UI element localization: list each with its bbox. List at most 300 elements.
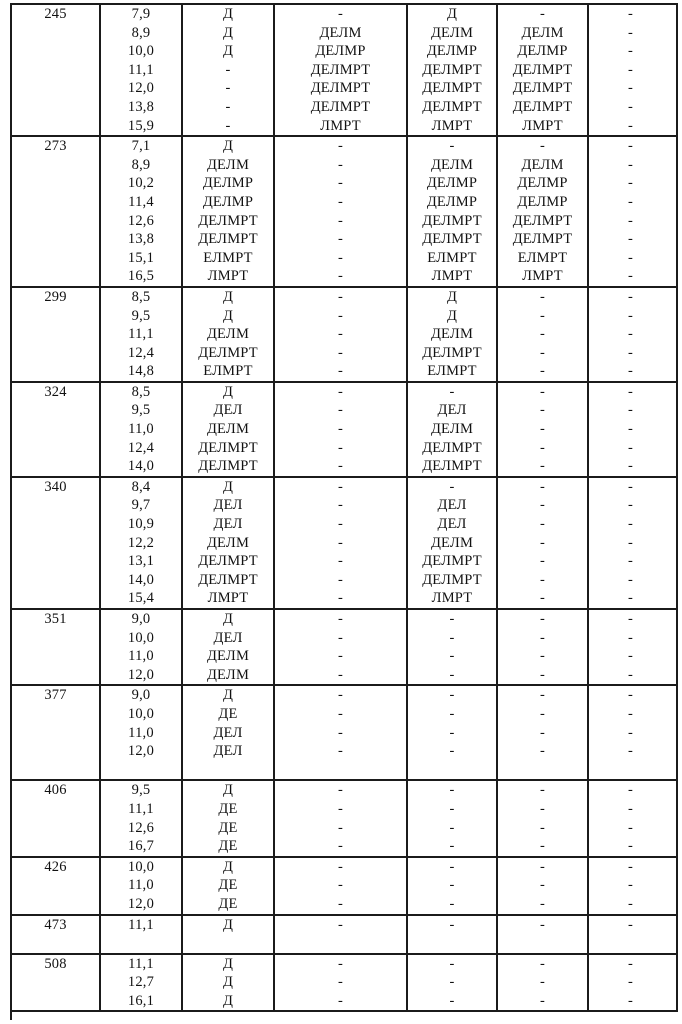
table-cell: - <box>627 383 634 400</box>
table-cell: - <box>498 137 589 156</box>
group-size-cell <box>12 117 101 136</box>
table-cell: - <box>498 496 589 515</box>
table-cell: - <box>275 589 408 608</box>
table-cell: - <box>275 895 408 914</box>
group-size-cell: 473 <box>12 916 101 935</box>
group-size-cell: 273 <box>12 137 101 156</box>
table-cell: - <box>275 647 408 666</box>
group-size-cell <box>12 420 101 439</box>
table-cell: - <box>627 974 634 991</box>
group-size-cell <box>12 571 101 590</box>
table-cell: ЛМРТ <box>408 267 498 286</box>
table-cell: 8,9 <box>101 24 183 43</box>
table-cell: 11,1 <box>101 61 183 80</box>
table-cell: ДЕЛМРТ <box>408 230 498 249</box>
table-cell: - <box>627 61 634 78</box>
table-cell: ДЕЛМ <box>408 325 498 344</box>
group-size-cell <box>12 666 101 685</box>
table-cell: - <box>627 992 634 1009</box>
table-cell: - <box>275 666 408 685</box>
table-cell: ДЕЛМ <box>183 666 275 685</box>
group-size-cell <box>12 249 101 268</box>
table-cell: - <box>498 992 589 1011</box>
table-cell: - <box>627 838 634 855</box>
table-cell: ДЕЛМРТ <box>183 439 275 458</box>
table-cell: - <box>498 439 589 458</box>
group-size-cell <box>12 439 101 458</box>
group-size-cell <box>12 230 101 249</box>
table-cell: - <box>498 478 589 497</box>
table-cell: - <box>275 916 408 935</box>
table-cell: - <box>408 876 498 895</box>
table-cell: 13,8 <box>101 98 183 117</box>
table-cell: - <box>498 705 589 724</box>
group-size-cell: 508 <box>12 955 101 974</box>
table-cell: ДЕЛМРТ <box>275 79 408 98</box>
table-cell: - <box>408 666 498 685</box>
table-cell: - <box>498 666 589 685</box>
table-cell: Д <box>183 992 275 1011</box>
table-cell: 16,1 <box>101 992 183 1011</box>
group-size-cell <box>12 800 101 819</box>
table-cell: - <box>627 249 634 266</box>
table-cell: - <box>275 496 408 515</box>
table-cell: ДЕЛМРТ <box>408 61 498 80</box>
group-size-cell <box>12 934 101 953</box>
table-cell: - <box>408 819 498 838</box>
table-cell: - <box>408 916 498 935</box>
table-cell: - <box>275 992 408 1011</box>
table-cell: - <box>498 5 589 24</box>
table-cell: ДЕЛМРТ <box>183 571 275 590</box>
table-cell: - <box>275 362 408 381</box>
table-cell: - <box>275 193 408 212</box>
table-cell: - <box>275 610 408 629</box>
table-cell: - <box>275 819 408 838</box>
table-cell: ДЕЛМР <box>498 174 589 193</box>
table-cell: 15,9 <box>101 117 183 136</box>
table-cell: - <box>275 478 408 497</box>
table-cell: ДЕЛ <box>183 515 275 534</box>
table-cell: ДЕЛМ <box>275 24 408 43</box>
table-cell: - <box>627 24 634 41</box>
table-cell: - <box>275 742 408 761</box>
table-cell: - <box>498 344 589 363</box>
table-cell: - <box>275 571 408 590</box>
table-cell: 10,0 <box>101 858 183 877</box>
table-cell: - <box>627 819 634 836</box>
group-size-cell: 426 <box>12 858 101 877</box>
table-cell: 10,9 <box>101 515 183 534</box>
group-size-cell <box>12 992 101 1011</box>
table-cell: - <box>627 648 634 665</box>
table-cell: 9,5 <box>101 781 183 800</box>
group-size-cell <box>12 156 101 175</box>
table-cell: ДЕ <box>183 800 275 819</box>
table-cell: ДЕЛМРТ <box>275 61 408 80</box>
table-cell <box>275 934 408 953</box>
table-cell: - <box>498 955 589 974</box>
table-cell <box>101 761 183 780</box>
table-cell: ДЕЛМ <box>498 156 589 175</box>
table-cell: Д <box>183 858 275 877</box>
group-size-cell: 377 <box>12 686 101 705</box>
table-cell: - <box>498 876 589 895</box>
table-cell: Д <box>408 307 498 326</box>
table-cell: ДЕЛМРТ <box>183 552 275 571</box>
table-cell <box>408 934 498 953</box>
table-cell: 9,0 <box>101 686 183 705</box>
table-cell: - <box>627 156 634 173</box>
table-cell: ДЕЛМРТ <box>183 344 275 363</box>
table-cell: 13,1 <box>101 552 183 571</box>
group-size-cell: 351 <box>12 610 101 629</box>
table-cell: - <box>498 401 589 420</box>
table-cell: ДЕЛ <box>183 742 275 761</box>
table-cell: - <box>183 79 275 98</box>
table-cell: 11,0 <box>101 724 183 743</box>
table-cell: - <box>627 895 634 912</box>
table-cell: ДЕЛ <box>183 629 275 648</box>
table-cell: 12,0 <box>101 895 183 914</box>
table-cell: - <box>408 800 498 819</box>
group-size-cell <box>12 973 101 992</box>
table-group <box>10 383 678 478</box>
table-cell: 15,4 <box>101 589 183 608</box>
table-cell: - <box>498 858 589 877</box>
group-size-cell <box>12 647 101 666</box>
table-cell: 8,5 <box>101 288 183 307</box>
table-cell: - <box>275 457 408 476</box>
table-cell: - <box>627 611 634 627</box>
group-size-cell: 299 <box>12 288 101 307</box>
table-cell: - <box>627 743 634 760</box>
table-cell: - <box>408 629 498 648</box>
table-cell: ЕЛМРТ <box>498 249 589 268</box>
table-cell: - <box>498 515 589 534</box>
table-cell: 11,0 <box>101 420 183 439</box>
table-cell: - <box>408 858 498 877</box>
table-cell: 10,0 <box>101 705 183 724</box>
table-cell: - <box>408 137 498 156</box>
table-cell: 12,0 <box>101 666 183 685</box>
table-cell: - <box>275 534 408 553</box>
table-cell: Д <box>183 307 275 326</box>
table-group <box>10 916 678 955</box>
table-cell: 16,7 <box>101 837 183 856</box>
table-cell: 12,4 <box>101 344 183 363</box>
table-cell: - <box>275 705 408 724</box>
group-size-cell <box>12 174 101 193</box>
table-partial-bottom-row <box>10 1012 678 1020</box>
table-group <box>10 781 678 857</box>
table-cell: - <box>627 553 634 570</box>
table-cell: - <box>498 647 589 666</box>
table-cell: 14,0 <box>101 571 183 590</box>
table-cell: ЕЛМРТ <box>183 249 275 268</box>
table-cell: - <box>627 877 634 894</box>
table-cell: - <box>408 478 498 497</box>
table-cell: - <box>498 288 589 307</box>
table-cell: ДЕЛМ <box>183 647 275 666</box>
table-cell: - <box>275 686 408 705</box>
group-size-cell <box>12 534 101 553</box>
table-cell: - <box>183 61 275 80</box>
table-cell: Д <box>408 5 498 24</box>
table-cell: 14,0 <box>101 457 183 476</box>
table-cell: - <box>275 876 408 895</box>
group-size-cell <box>12 344 101 363</box>
table-cell: - <box>627 955 634 972</box>
table-cell: ЛМРТ <box>183 267 275 286</box>
table-cell: 12,4 <box>101 439 183 458</box>
table-cell: - <box>498 325 589 344</box>
table-cell: 10,0 <box>101 629 183 648</box>
group-size-cell <box>12 629 101 648</box>
table-cell: - <box>275 401 408 420</box>
table-cell: 12,2 <box>101 534 183 553</box>
table-cell: - <box>275 858 408 877</box>
table-cell: - <box>627 344 634 361</box>
table-cell: ДЕЛМРТ <box>498 98 589 117</box>
table-cell <box>589 761 672 780</box>
table-group <box>10 610 678 686</box>
table-cell: - <box>408 610 498 629</box>
table-cell: ДЕ <box>183 819 275 838</box>
table-cell: - <box>627 363 634 380</box>
table-cell: - <box>627 571 634 588</box>
table-cell: 14,8 <box>101 362 183 381</box>
table-cell: - <box>275 325 408 344</box>
table-cell: - <box>275 230 408 249</box>
group-size-cell: 406 <box>12 781 101 800</box>
table-cell: 12,6 <box>101 212 183 231</box>
group-size-cell <box>12 61 101 80</box>
table-cell: ДЕЛМР <box>498 193 589 212</box>
table-cell: 7,9 <box>101 5 183 24</box>
table-cell <box>498 761 589 780</box>
group-size-cell <box>12 362 101 381</box>
group-size-cell: 245 <box>12 5 101 24</box>
table-cell: 12,0 <box>101 742 183 761</box>
table-cell: - <box>498 686 589 705</box>
table-cell: ДЕЛМ <box>408 156 498 175</box>
table-cell: ЛМРТ <box>498 117 589 136</box>
table-cell: - <box>627 175 634 192</box>
table-cell: ЕЛМРТ <box>183 362 275 381</box>
table-group <box>10 686 678 781</box>
table-cell: - <box>498 742 589 761</box>
group-size-cell <box>12 819 101 838</box>
table-cell: ДЕЛ <box>408 515 498 534</box>
table-cell: - <box>498 629 589 648</box>
table-cell: Д <box>183 5 275 24</box>
table-cell: - <box>627 80 634 97</box>
table-cell: 10,2 <box>101 174 183 193</box>
table-cell: - <box>627 117 634 134</box>
table-cell: - <box>498 534 589 553</box>
table-cell: - <box>498 589 589 608</box>
table-cell: ДЕЛМРТ <box>408 457 498 476</box>
table-cell: - <box>627 666 634 683</box>
group-size-cell <box>12 705 101 724</box>
table-cell: - <box>627 268 634 285</box>
table-cell: - <box>408 705 498 724</box>
table-cell: 8,5 <box>101 383 183 402</box>
group-size-cell <box>12 761 101 780</box>
group-size-cell <box>12 193 101 212</box>
table-cell <box>183 761 275 780</box>
table-cell: ДЕ <box>183 837 275 856</box>
table <box>10 3 678 1020</box>
group-size-cell <box>12 457 101 476</box>
table-cell: - <box>627 724 634 741</box>
table-cell: - <box>275 973 408 992</box>
table-cell: - <box>627 800 634 817</box>
table-cell <box>589 934 672 953</box>
table-cell: 9,5 <box>101 307 183 326</box>
table-cell: - <box>275 800 408 819</box>
table-cell: - <box>627 212 634 229</box>
table-cell: ДЕЛМРТ <box>408 571 498 590</box>
group-size-cell <box>12 79 101 98</box>
table-cell: ДЕ <box>183 876 275 895</box>
table-cell: - <box>498 895 589 914</box>
table-cell: ДЕЛ <box>408 401 498 420</box>
table-cell: - <box>275 5 408 24</box>
table-cell: - <box>275 383 408 402</box>
group-size-cell: 340 <box>12 478 101 497</box>
table-cell: 11,1 <box>101 800 183 819</box>
table-cell: 11,1 <box>101 916 183 935</box>
table-cell: - <box>498 916 589 935</box>
table-cell: ДЕЛМ <box>408 24 498 43</box>
table-cell: - <box>498 420 589 439</box>
table-cell: ДЕЛМ <box>183 534 275 553</box>
table-cell: Д <box>183 24 275 43</box>
table-cell: Д <box>183 610 275 629</box>
table-cell: ДЕЛМР <box>498 42 589 61</box>
table-cell: - <box>183 117 275 136</box>
table-cell: 13,8 <box>101 230 183 249</box>
table-cell: - <box>627 458 634 475</box>
table-cell <box>101 934 183 953</box>
table-cell: - <box>408 781 498 800</box>
table-cell: ЛМРТ <box>408 117 498 136</box>
table-cell: - <box>275 288 408 307</box>
table-cell: Д <box>408 288 498 307</box>
table-cell: - <box>627 534 634 551</box>
table-cell: - <box>408 973 498 992</box>
table-cell: - <box>627 6 634 22</box>
table-cell: 9,0 <box>101 610 183 629</box>
table-group <box>10 955 678 1013</box>
table-cell: Д <box>183 916 275 935</box>
table-cell: ЛМРТ <box>498 267 589 286</box>
table-cell: - <box>498 724 589 743</box>
group-size-cell <box>12 724 101 743</box>
group-size-cell <box>12 325 101 344</box>
group-size-cell <box>12 589 101 608</box>
table-cell <box>498 934 589 953</box>
group-size-cell <box>12 42 101 61</box>
table-cell: - <box>498 837 589 856</box>
table-cell: ДЕЛМ <box>183 325 275 344</box>
table-cell <box>275 761 408 780</box>
table-cell: Д <box>183 973 275 992</box>
table-cell <box>183 934 275 953</box>
table-cell: 12,7 <box>101 973 183 992</box>
table-cell: 8,9 <box>101 156 183 175</box>
table-cell: ДЕЛМРТ <box>183 212 275 231</box>
table-cell: - <box>275 955 408 974</box>
table-cell: - <box>275 249 408 268</box>
group-size-cell <box>12 212 101 231</box>
table-cell: Д <box>183 137 275 156</box>
table-cell: ДЕЛМРТ <box>498 230 589 249</box>
table-cell: ДЕЛ <box>183 496 275 515</box>
table-cell: - <box>408 647 498 666</box>
table-cell: - <box>275 174 408 193</box>
table-cell: 10,0 <box>101 42 183 61</box>
table-cell: - <box>498 781 589 800</box>
table-cell: - <box>498 362 589 381</box>
table-cell: ЛМРТ <box>183 589 275 608</box>
table-cell: ДЕЛМ <box>183 420 275 439</box>
table-cell: 15,1 <box>101 249 183 268</box>
table-cell: 11,1 <box>101 325 183 344</box>
table-cell: Д <box>183 781 275 800</box>
table-cell: - <box>498 973 589 992</box>
table-cell: - <box>275 439 408 458</box>
table-cell: ДЕЛМРТ <box>408 212 498 231</box>
table-cell <box>408 761 498 780</box>
table-group <box>10 858 678 916</box>
table-cell: ДЕ <box>183 705 275 724</box>
table-cell: - <box>627 497 634 514</box>
table-cell: - <box>275 156 408 175</box>
table-cell: ЕЛМРТ <box>408 249 498 268</box>
table-cell: ЛМРТ <box>275 117 408 136</box>
table-cell: - <box>498 383 589 402</box>
table-cell: - <box>275 552 408 571</box>
table-cell: - <box>627 138 634 155</box>
table-cell: ДЕЛМРТ <box>408 79 498 98</box>
table-cell: - <box>183 98 275 117</box>
group-size-cell <box>12 307 101 326</box>
table-cell: - <box>627 629 634 646</box>
table-cell: Д <box>183 686 275 705</box>
table-cell: - <box>498 800 589 819</box>
table-cell: - <box>498 571 589 590</box>
table-group <box>10 288 678 383</box>
group-size-cell <box>12 552 101 571</box>
group-size-cell <box>12 515 101 534</box>
table-cell: ДЕЛМРТ <box>408 552 498 571</box>
group-size-cell <box>12 742 101 761</box>
table-cell: 11,4 <box>101 193 183 212</box>
table-cell: - <box>627 326 634 343</box>
table-cell: - <box>275 837 408 856</box>
table-cell: - <box>408 992 498 1011</box>
table-cell: - <box>275 307 408 326</box>
table-cell: 9,5 <box>101 401 183 420</box>
table-cell: - <box>275 781 408 800</box>
table-cell: - <box>627 402 634 419</box>
table-cell: ДЕЛМРТ <box>408 98 498 117</box>
table-cell: - <box>627 782 634 799</box>
table-cell: - <box>498 307 589 326</box>
